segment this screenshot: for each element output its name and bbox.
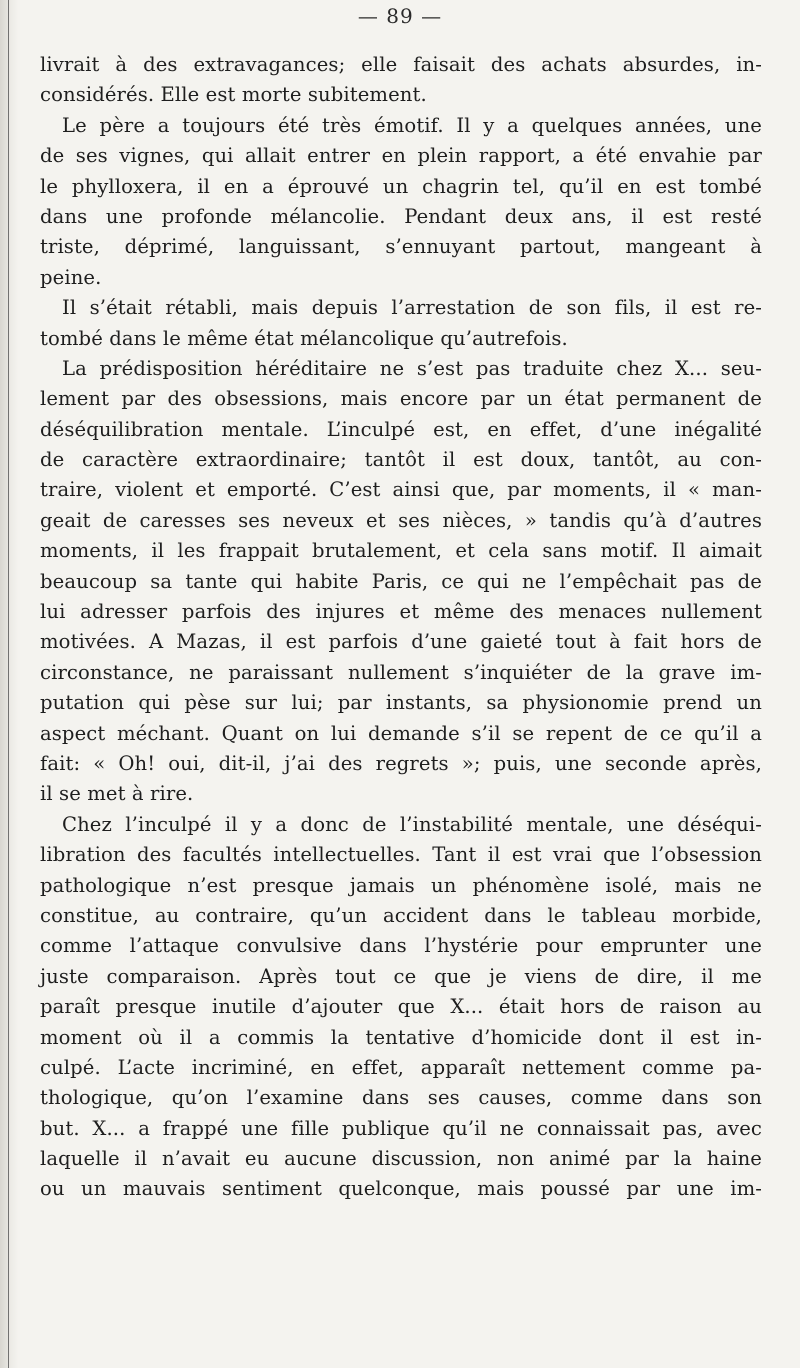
text-line: thologique, qu’on l’examine dans ses causes, comme dans son	[40, 1086, 762, 1110]
text-line: geait de caresses ses neveux et ses nièces, » tandis qu’à d’autres	[40, 508, 762, 532]
text-line: considérés. Elle est morte subitement.	[40, 83, 427, 107]
text-line: moment où il a commis la tentative d’homicide dont il est in-	[40, 1025, 762, 1049]
text-line: comme l’attaque convulsive dans l’hystérie pour emprunter une	[40, 934, 762, 958]
text-line: culpé. L’acte incriminé, en effet, apparaît nettement comme pa-	[40, 1055, 762, 1079]
text-line: putation qui pèse sur lui; par instants, sa physionomie prend un	[40, 691, 762, 715]
text-line: de caractère extraordinaire; tantôt il est doux, tantôt, au con-	[40, 448, 762, 472]
text-line: moments, il les frappait brutalement, et cela sans motif. Il aimait	[40, 539, 762, 563]
text-line: but. X... a frappé une fille publique qu’il ne connaissait pas, avec	[40, 1116, 762, 1140]
text-line: dans une profonde mélancolie. Pendant deux ans, il est resté	[40, 204, 762, 228]
text-line: livrait à des extravagances; elle faisait des achats absurdes, in-	[40, 53, 762, 76]
text-line: Chez l’inculpé il y a donc de l’instabilité mentale, une déséqui-	[62, 812, 762, 836]
text-line: aspect méchant. Quant on lui demande s’il se repent de ce qu’il a	[40, 721, 762, 745]
text-line: beaucoup sa tante qui habite Paris, ce qui ne l’empêchait pas de	[40, 569, 762, 593]
text-line: juste comparaison. Après tout ce que je viens de dire, il me	[40, 964, 762, 988]
text-line: La prédisposition héréditaire ne s’est pas traduite chez X... seu-	[62, 356, 762, 380]
text-line: peine.	[40, 265, 102, 289]
body-text	[40, 50, 762, 1205]
text-line: triste, déprimé, languissant, s’ennuyant partout, mangeant à	[40, 235, 762, 259]
text-line: Il s’était rétabli, mais depuis l’arrestation de son fils, il est re-	[62, 296, 762, 320]
page-gutter-shadow	[0, 0, 18, 1368]
text-line: laquelle il n’avait eu aucune discussion, non animé par la haine	[40, 1147, 762, 1171]
text-line: il se met à rire.	[40, 782, 194, 806]
text-line: constitue, au contraire, qu’un accident dans le tableau morbide,	[40, 903, 762, 927]
text-line: Le père a toujours été très émotif. Il y a quelques années, une	[62, 113, 762, 137]
text-line: libration des facultés intellectuelles. Tant il est vrai que l’obsession	[40, 843, 762, 867]
text-line: ou un mauvais sentiment quelconque, mais poussé par une im-	[40, 1177, 762, 1201]
text-line: de ses vignes, qui allait entrer en plein rapport, a été envahie par	[40, 144, 762, 168]
page-edge-line	[8, 0, 9, 1368]
text-line: pathologique n’est presque jamais un phénomène isolé, mais ne	[40, 873, 762, 897]
text-line: tombé dans le même état mélancolique qu’autrefois.	[40, 326, 568, 350]
text-line: motivées. A Mazas, il est parfois d’une gaieté tout à fait hors de	[40, 630, 762, 654]
text-line: déséquilibration mentale. L’inculpé est, en effet, d’une inégalité	[40, 417, 762, 441]
page-number: — 89 —	[357, 4, 443, 28]
text-line: lement par des obsessions, mais encore par un état permanent de	[40, 387, 762, 411]
text-line: paraît presque inutile d’ajouter que X... était hors de raison au	[40, 995, 762, 1019]
text-line: le phylloxera, il en a éprouvé un chagrin tel, qu’il en est tombé	[40, 174, 762, 198]
text-line: circonstance, ne paraissant nullement s’inquiéter de la grave im-	[40, 660, 762, 684]
text-line: traire, violent et emporté. C’est ainsi que, par moments, il « man-	[40, 478, 762, 502]
text-line: fait: « Oh! oui, dit-il, j’ai des regrets »; puis, une seconde après,	[40, 751, 762, 775]
text-line: lui adresser parfois des injures et même des menaces nullement	[40, 600, 762, 624]
